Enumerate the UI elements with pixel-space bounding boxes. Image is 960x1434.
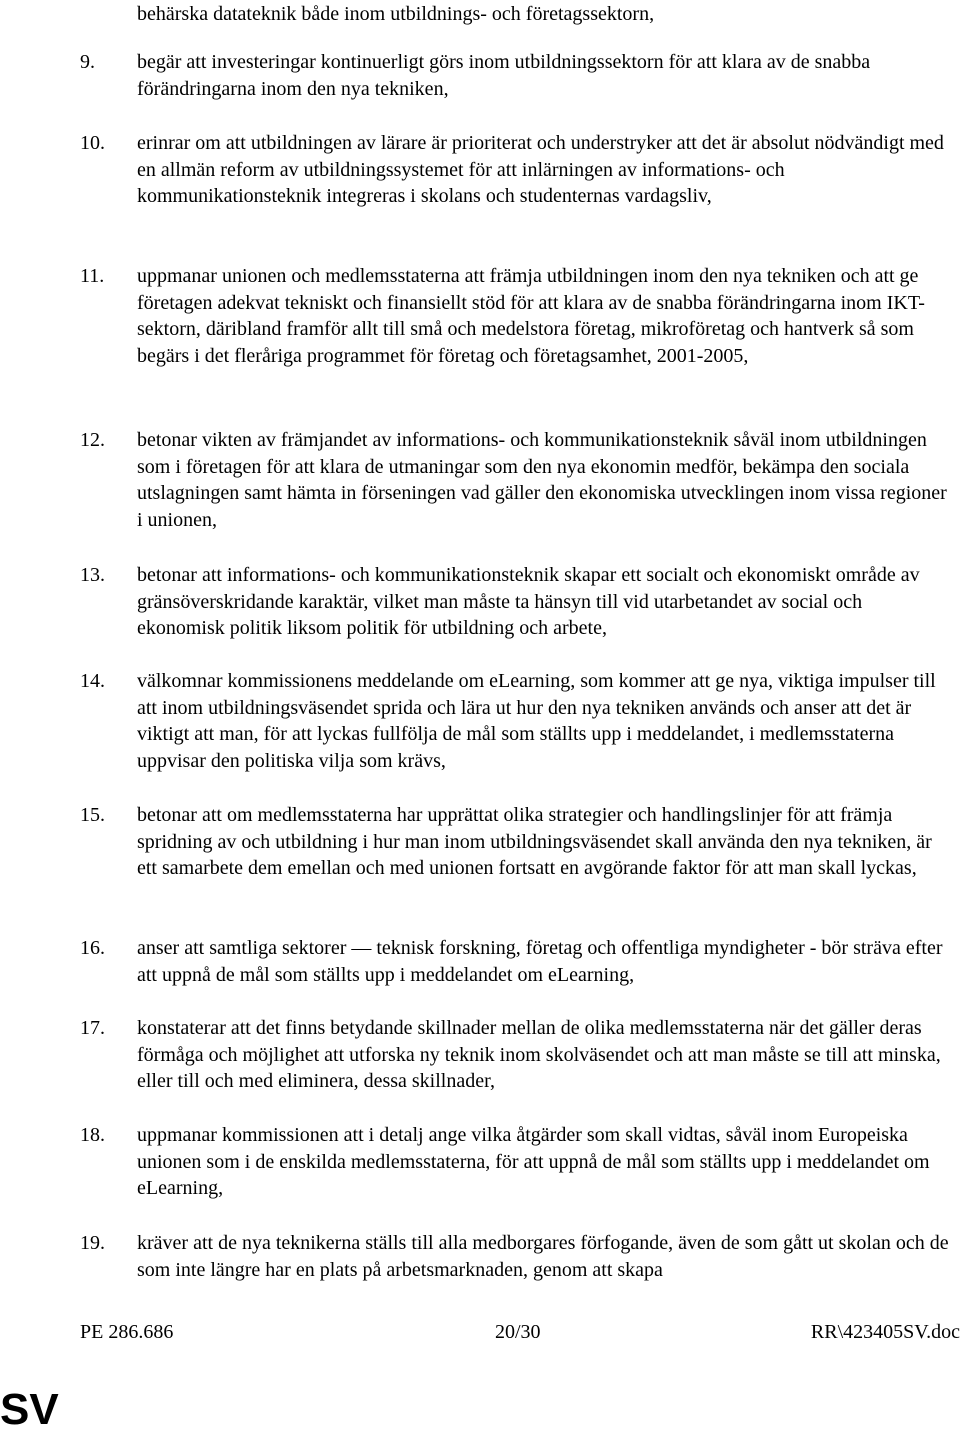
item-number: 11.: [80, 265, 105, 287]
item-number: 19.: [80, 1232, 105, 1254]
item-number: 16.: [80, 937, 105, 959]
item-text: betonar att om medlemsstaterna har upprättat olika strategier och handlingslinjer för att främja spridning av och utbildning i hur man inom utbildningsväsendet skall använda den nya tekniken, är ett samarbete dem emellan och med unionen fortsatt en avgörande faktor för att man skall lyckas,: [137, 804, 932, 879]
item-text: uppmanar unionen och medlemsstaterna att främja utbildningen inom den nya tekniken och att ge företagen adekvat tekniskt och finansiellt stöd för att klara av de snabba förändringarna inom IKT-sektorn, däribland framför allt till små och medelstora företag, mikroföretag och hantverk så som begärs i det fleråriga programmet för företag och företagsamhet, 2001-2005,: [137, 265, 925, 367]
item-text: konstaterar att det finns betydande skillnader mellan de olika medlemsstaterna när det gäller deras förmåga och möjlighet att utforska ny teknik inom skolväsendet och att man måste se till att minska, eller till och med eliminera, dessa skillnader,: [137, 1017, 941, 1092]
item-number: 18.: [80, 1124, 105, 1146]
item-text: anser att samtliga sektorer — teknisk forskning, företag och offentliga myndigheter - bör sträva efter att uppnå de mål som ställts upp i meddelandet om eLearning,: [137, 937, 943, 986]
page-footer: [80, 1318, 960, 1346]
item-text: erinrar om att utbildningen av lärare är prioriterat och understryker att det är absolut nödvändigt med en allmän reform av utbildningssystemet för att inlärningen av informations- och kommunikationsteknik integreras i skolans och studenternas vardagsliv,: [137, 132, 944, 207]
document-reference: PE 286.686: [80, 1321, 174, 1343]
item-text: betonar vikten av främjandet av informations- och kommunikationsteknik såväl inom utbildningen som i företagen för att klara de utmaningar som den nya ekonomin medför, bekämpa den sociala utslagningen samt hämta in förseningen vad gäller den ekonomiska utvecklingen inom vissa regioner i unionen,: [137, 429, 947, 531]
item-number: 14.: [80, 670, 105, 692]
page-number: 20/30: [495, 1321, 541, 1343]
item-text: välkomnar kommissionens meddelande om eLearning, som kommer att ge nya, viktiga impulser till att inom utbildningsväsendet sprida och lära ut hur den nya tekniken används och anser att det är viktigt att man, för att lyckas fullfölja de mål som ställts upp i meddelandet, i medlemsstaterna uppvisar den politiska vilja som krävs,: [137, 670, 936, 772]
item-number: 10.: [80, 132, 105, 154]
item-text: kräver att de nya teknikerna ställs till alla medborgares förfogande, även de som gått ut skolan och de som inte längre har en plats på arbetsmarknaden, genom att skapa: [137, 1232, 949, 1281]
file-name: RR\423405SV.doc: [810, 1321, 960, 1343]
item-text: begär att investeringar kontinuerligt görs inom utbildningssektorn för att klara av de snabba förändringarna inom den nya tekniken,: [137, 51, 871, 100]
continuation-line: behärska datateknik både inom utbildnings- och företagssektorn,: [137, 3, 655, 25]
item-number: 12.: [80, 429, 105, 451]
item-text: uppmanar kommissionen att i detalj ange vilka åtgärder som skall vidtas, såväl inom Europeiska unionen som i de enskilda medlemsstaterna, för att uppnå de mål som ställts upp i meddelandet om eLearning,: [137, 1124, 930, 1199]
item-number: 9.: [80, 51, 95, 73]
item-number: 15.: [80, 804, 105, 826]
item-number: 13.: [80, 564, 105, 586]
item-number: 17.: [80, 1017, 105, 1039]
language-code: SV: [0, 1385, 59, 1434]
item-text: betonar att informations- och kommunikationsteknik skapar ett socialt och ekonomiskt område av gränsöverskridande karaktär, vilket man måste ta hänsyn till vid utarbetandet av social och ekonomisk politik liksom politik för utbildning och arbete,: [137, 564, 920, 639]
